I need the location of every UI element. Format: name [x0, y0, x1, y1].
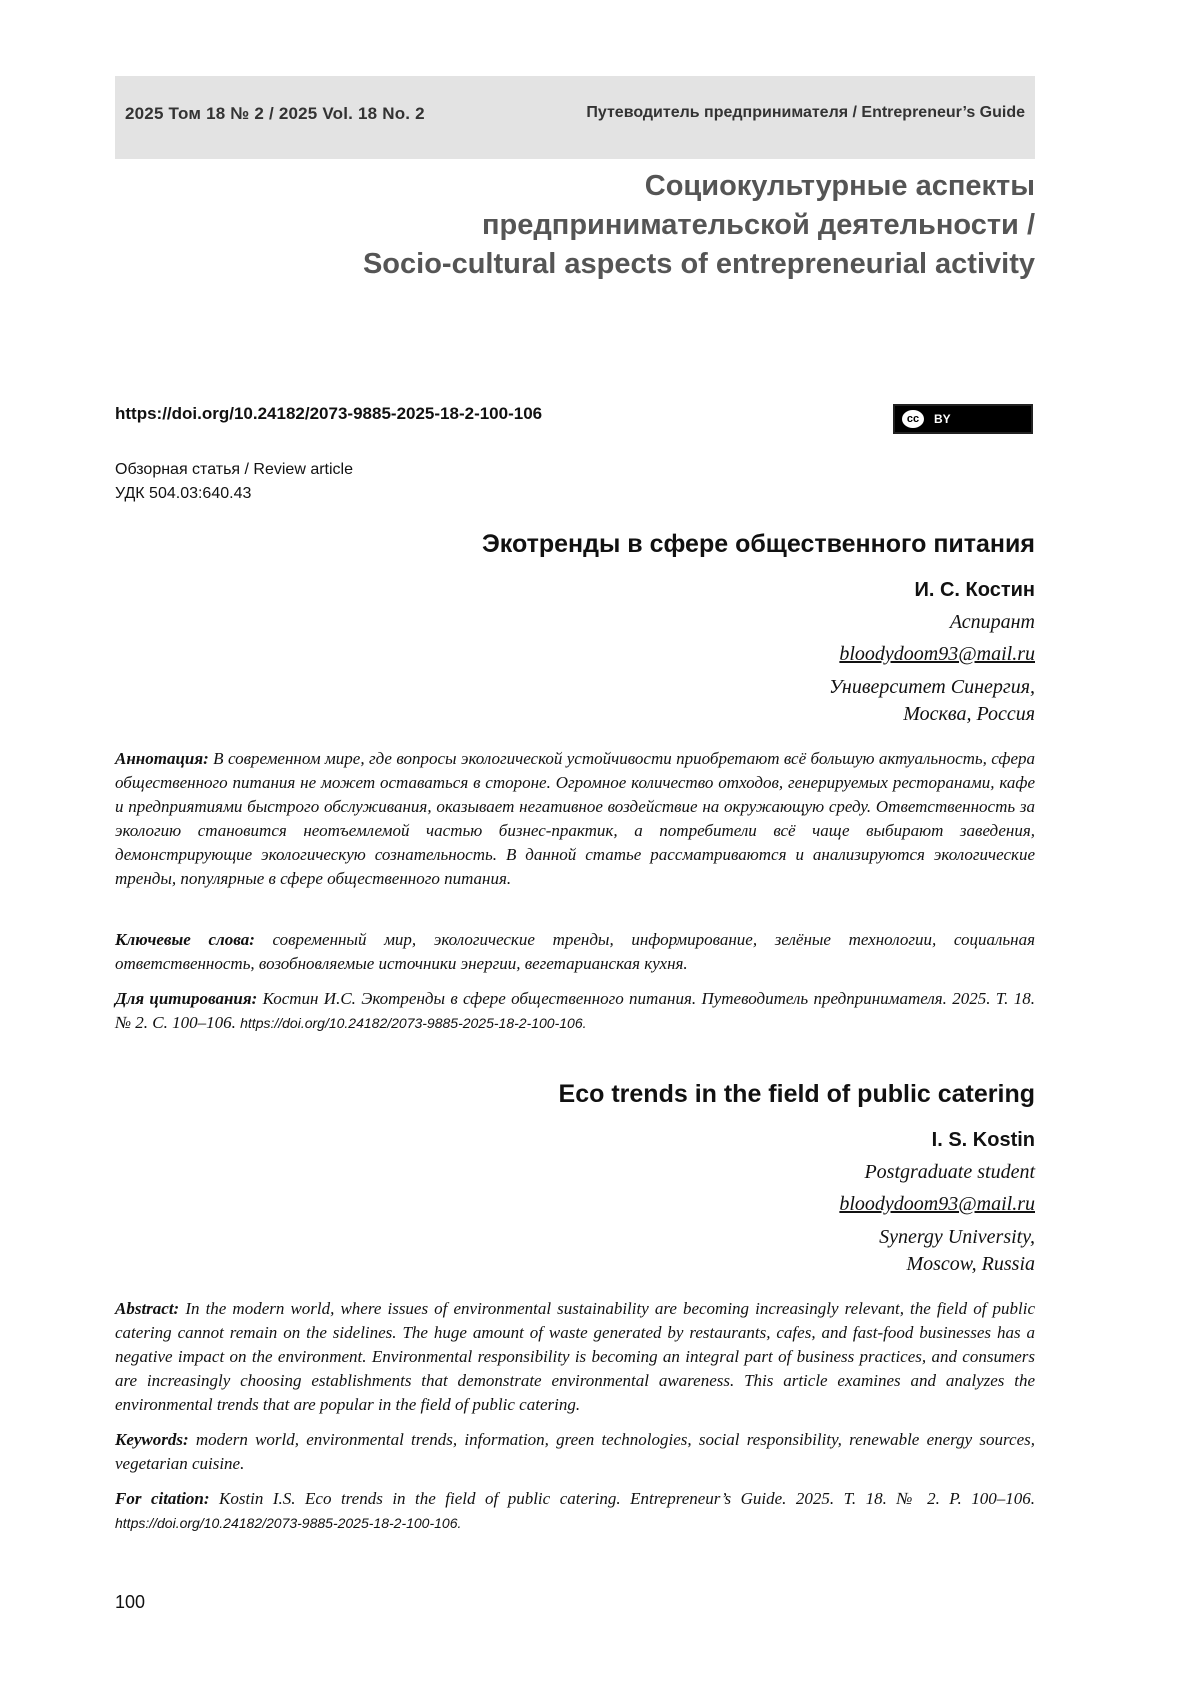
keywords-label-ru: Ключевые слова:: [115, 930, 255, 949]
keywords-text-en: modern world, environmental trends, information, green technologies, social responsibility, renewable energy sources, vegetarian cuisine.: [115, 1430, 1035, 1473]
section-heading: [235, 167, 1035, 284]
journal-issue-info: 2025 Том 18 № 2 / 2025 Vol. 18 No. 2: [125, 104, 425, 123]
citation-ru: [115, 987, 1035, 1035]
citation-doi-ru[interactable]: https://doi.org/10.24182/2073-9885-2025-18-2-100-106.: [240, 1015, 587, 1031]
abstract-text-en: In the modern world, where issues of environmental sustainability are becoming increasingly relevant, the field of public catering cannot remain on the sidelines. The huge amount of waste generated by restaurants, cafes, and fast-food businesses has a negative impact on the environment. Environmental responsibility is becoming an integral part of business practices, and consumers are increasingly choosing establishments that demonstrate environmental awareness. This article examines and analyzes the environmental trends that are popular in the field of public catering.: [115, 1299, 1036, 1414]
author-position-ru: Аспирант: [949, 611, 1035, 633]
section-heading-line-1: Социокультурные аспекты: [644, 170, 1035, 202]
abstract-en: [115, 1297, 1035, 1417]
cc-by-license-badge[interactable]: [893, 404, 1033, 434]
abstract-label-ru: Аннотация:: [115, 749, 209, 768]
author-affiliation-en-1: Synergy University,: [879, 1226, 1035, 1248]
keywords-text-ru: современный мир, экологические тренды, информирование, зелёные технологии, социальная ответственность, возобновляемые источники энергии, вегетарианская кухня.: [115, 930, 1035, 973]
udc-code: УДК 504.03:640.43: [115, 485, 252, 502]
abstract-label-en: Abstract:: [115, 1299, 180, 1318]
journal-title: Путеводитель предпринимателя / Entrepreneur’s Guide: [586, 104, 1025, 121]
citation-text-ru: Костин И.С. Экотренды в сфере общественного питания. Путеводитель предпринимателя. 2025. Т. 18. № 2. С. 100–106.: [115, 989, 1035, 1032]
author-position-en: Postgraduate student: [864, 1161, 1035, 1183]
running-header: [115, 76, 1035, 159]
article-title-en: Eco trends in the field of public catering: [558, 1080, 1035, 1108]
section-heading-line-3: Socio-cultural aspects of entrepreneurial activity: [362, 248, 1035, 280]
abstract-ru: [115, 747, 1035, 891]
keywords-en: [115, 1428, 1035, 1476]
citation-text-en: Kostin I.S. Eco trends in the field of public catering. Entrepreneur’s Guide. 2025. T. 18. № 2. P. 100–106.: [219, 1489, 1035, 1508]
creative-commons-icon: cc: [900, 408, 926, 430]
author-name-en: I. S. Kostin: [931, 1129, 1035, 1151]
article-type: Обзорная статья / Review article: [115, 461, 353, 478]
author-affiliation-en-2: Moscow, Russia: [906, 1253, 1035, 1275]
abstract-text-ru: В современном мире, где вопросы экологической устойчивости приобретают всё большую актуальность, сфера общественного питания не может оставаться в стороне. Огромное количество отходов, генерируемых ресторанами, кафе и предприятиями быстрого обслуживания, оказывает негативное воздействие на окружающую среду. Ответственность за экологию становится неотъемлемой частью бизнес-практик, а потребители всё чаще выбирают заведения, демонстрирующие экологическую сознательность. В данной статье рассматриваются и анализируются экологические тренды, популярные в сфере общественного питания.: [115, 749, 1036, 888]
citation-doi-en[interactable]: https://doi.org/10.24182/2073-9885-2025-18-2-100-106.: [115, 1515, 462, 1531]
author-name-ru: И. С. Костин: [914, 579, 1035, 601]
article-title-ru: Экотренды в сфере общественного питания: [481, 530, 1035, 558]
citation-label-en: For citation:: [115, 1489, 210, 1508]
keywords-label-en: Keywords:: [115, 1430, 189, 1449]
license-by-label: BY: [934, 412, 951, 426]
author-affiliation-ru-2: Москва, Россия: [903, 703, 1035, 725]
author-email-en[interactable]: bloodydoom93@mail.ru: [839, 1193, 1035, 1215]
section-heading-line-2: предпринимательской деятельности /: [482, 209, 1035, 241]
citation-label-ru: Для цитирования:: [115, 989, 258, 1008]
citation-en: [115, 1487, 1035, 1535]
doi-link[interactable]: https://doi.org/10.24182/2073-9885-2025-18-2-100-106: [115, 404, 543, 423]
author-email-ru[interactable]: bloodydoom93@mail.ru: [839, 643, 1035, 665]
author-affiliation-ru-1: Университет Синергия,: [828, 676, 1035, 698]
keywords-ru: [115, 928, 1035, 976]
page-number: 100: [115, 1592, 146, 1612]
